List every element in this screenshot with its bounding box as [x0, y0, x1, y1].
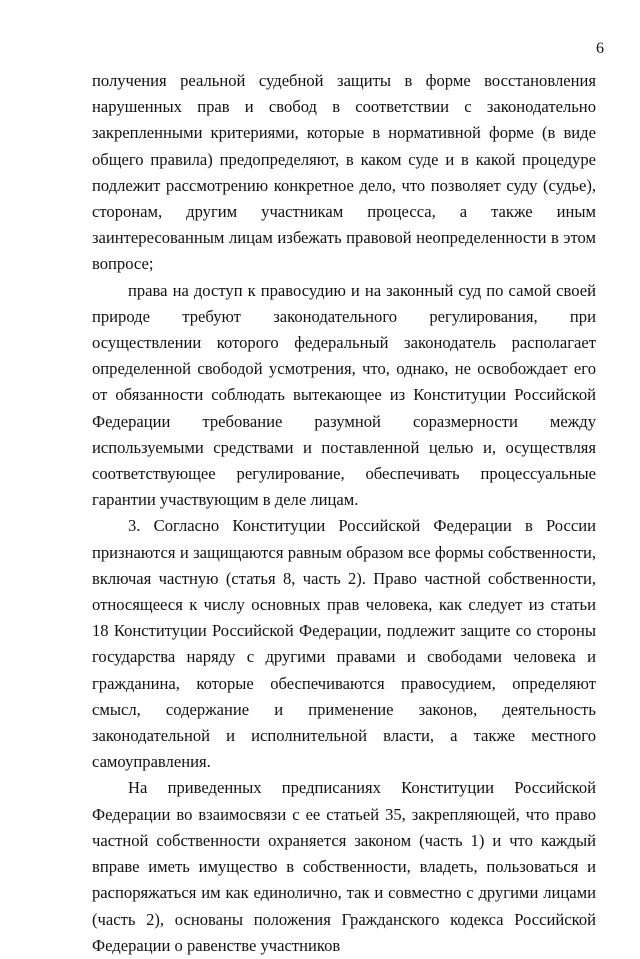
page-number: 6: [596, 40, 604, 57]
paragraph-article-35: На приведенных предписаниях Конституции Российской Федерации во взаимосвязи с ее статьей 35, закрепляющей, что право частной собственности охраняется законом (часть 1) и что каждый вправе иметь имущество в собственности, владеть, пользоваться и распоряжаться им как единолично, так и совместно с другими лицами (часть 2), основаны положения Гражданского кодекса Российской Федерации о равенстве участников: [92, 778, 596, 955]
document-body: [92, 68, 596, 959]
paragraph-access-to-justice: права на доступ к правосудию и на законный суд по самой своей природе требуют законодательного регулирования, при осуществлении которого федеральный законодатель располагает определенной свободой усмотрения, что, однако, не освобождает его от обязанности соблюдать вытекающее из Конституции Российской Федерации требование разумной соразмерности между используемыми средствами и поставленной целью и, осуществляя соответствующее регулирование, обеспечивать процессуальные гарантии участвующим в деле лицам.: [92, 280, 596, 510]
paragraph-continuation: получения реальной судебной защиты в форме восстановления нарушенных прав и свобод в соответствии с законодательно закрепленными критериями, которые в нормативной форме (в виде общего правила) предопределяют, в каком суде и в какой процедуре подлежит рассмотрению конкретное дело, что позволяет суду (судье), сторонам, другим участникам процесса, а также иным заинтересованным лицам избежать правовой неопределенности в этом вопросе;: [92, 71, 596, 274]
paragraph-section-3: 3. Согласно Конституции Российской Федерации в России признаются и защищаются равным образом все формы собственности, включая частную (статья 8, часть 2). Право частной собственности, относящееся к числу основных прав человека, как следует из статьи 18 Конституции Российской Федерации, подлежит защите со стороны государства наряду с другими правами и свободами человека и гражданина, которые обеспечиваются правосудием, определяют смысл, содержание и применение законов, деятельность законодательной и исполнительной власти, а также местного самоуправления.: [92, 516, 596, 772]
